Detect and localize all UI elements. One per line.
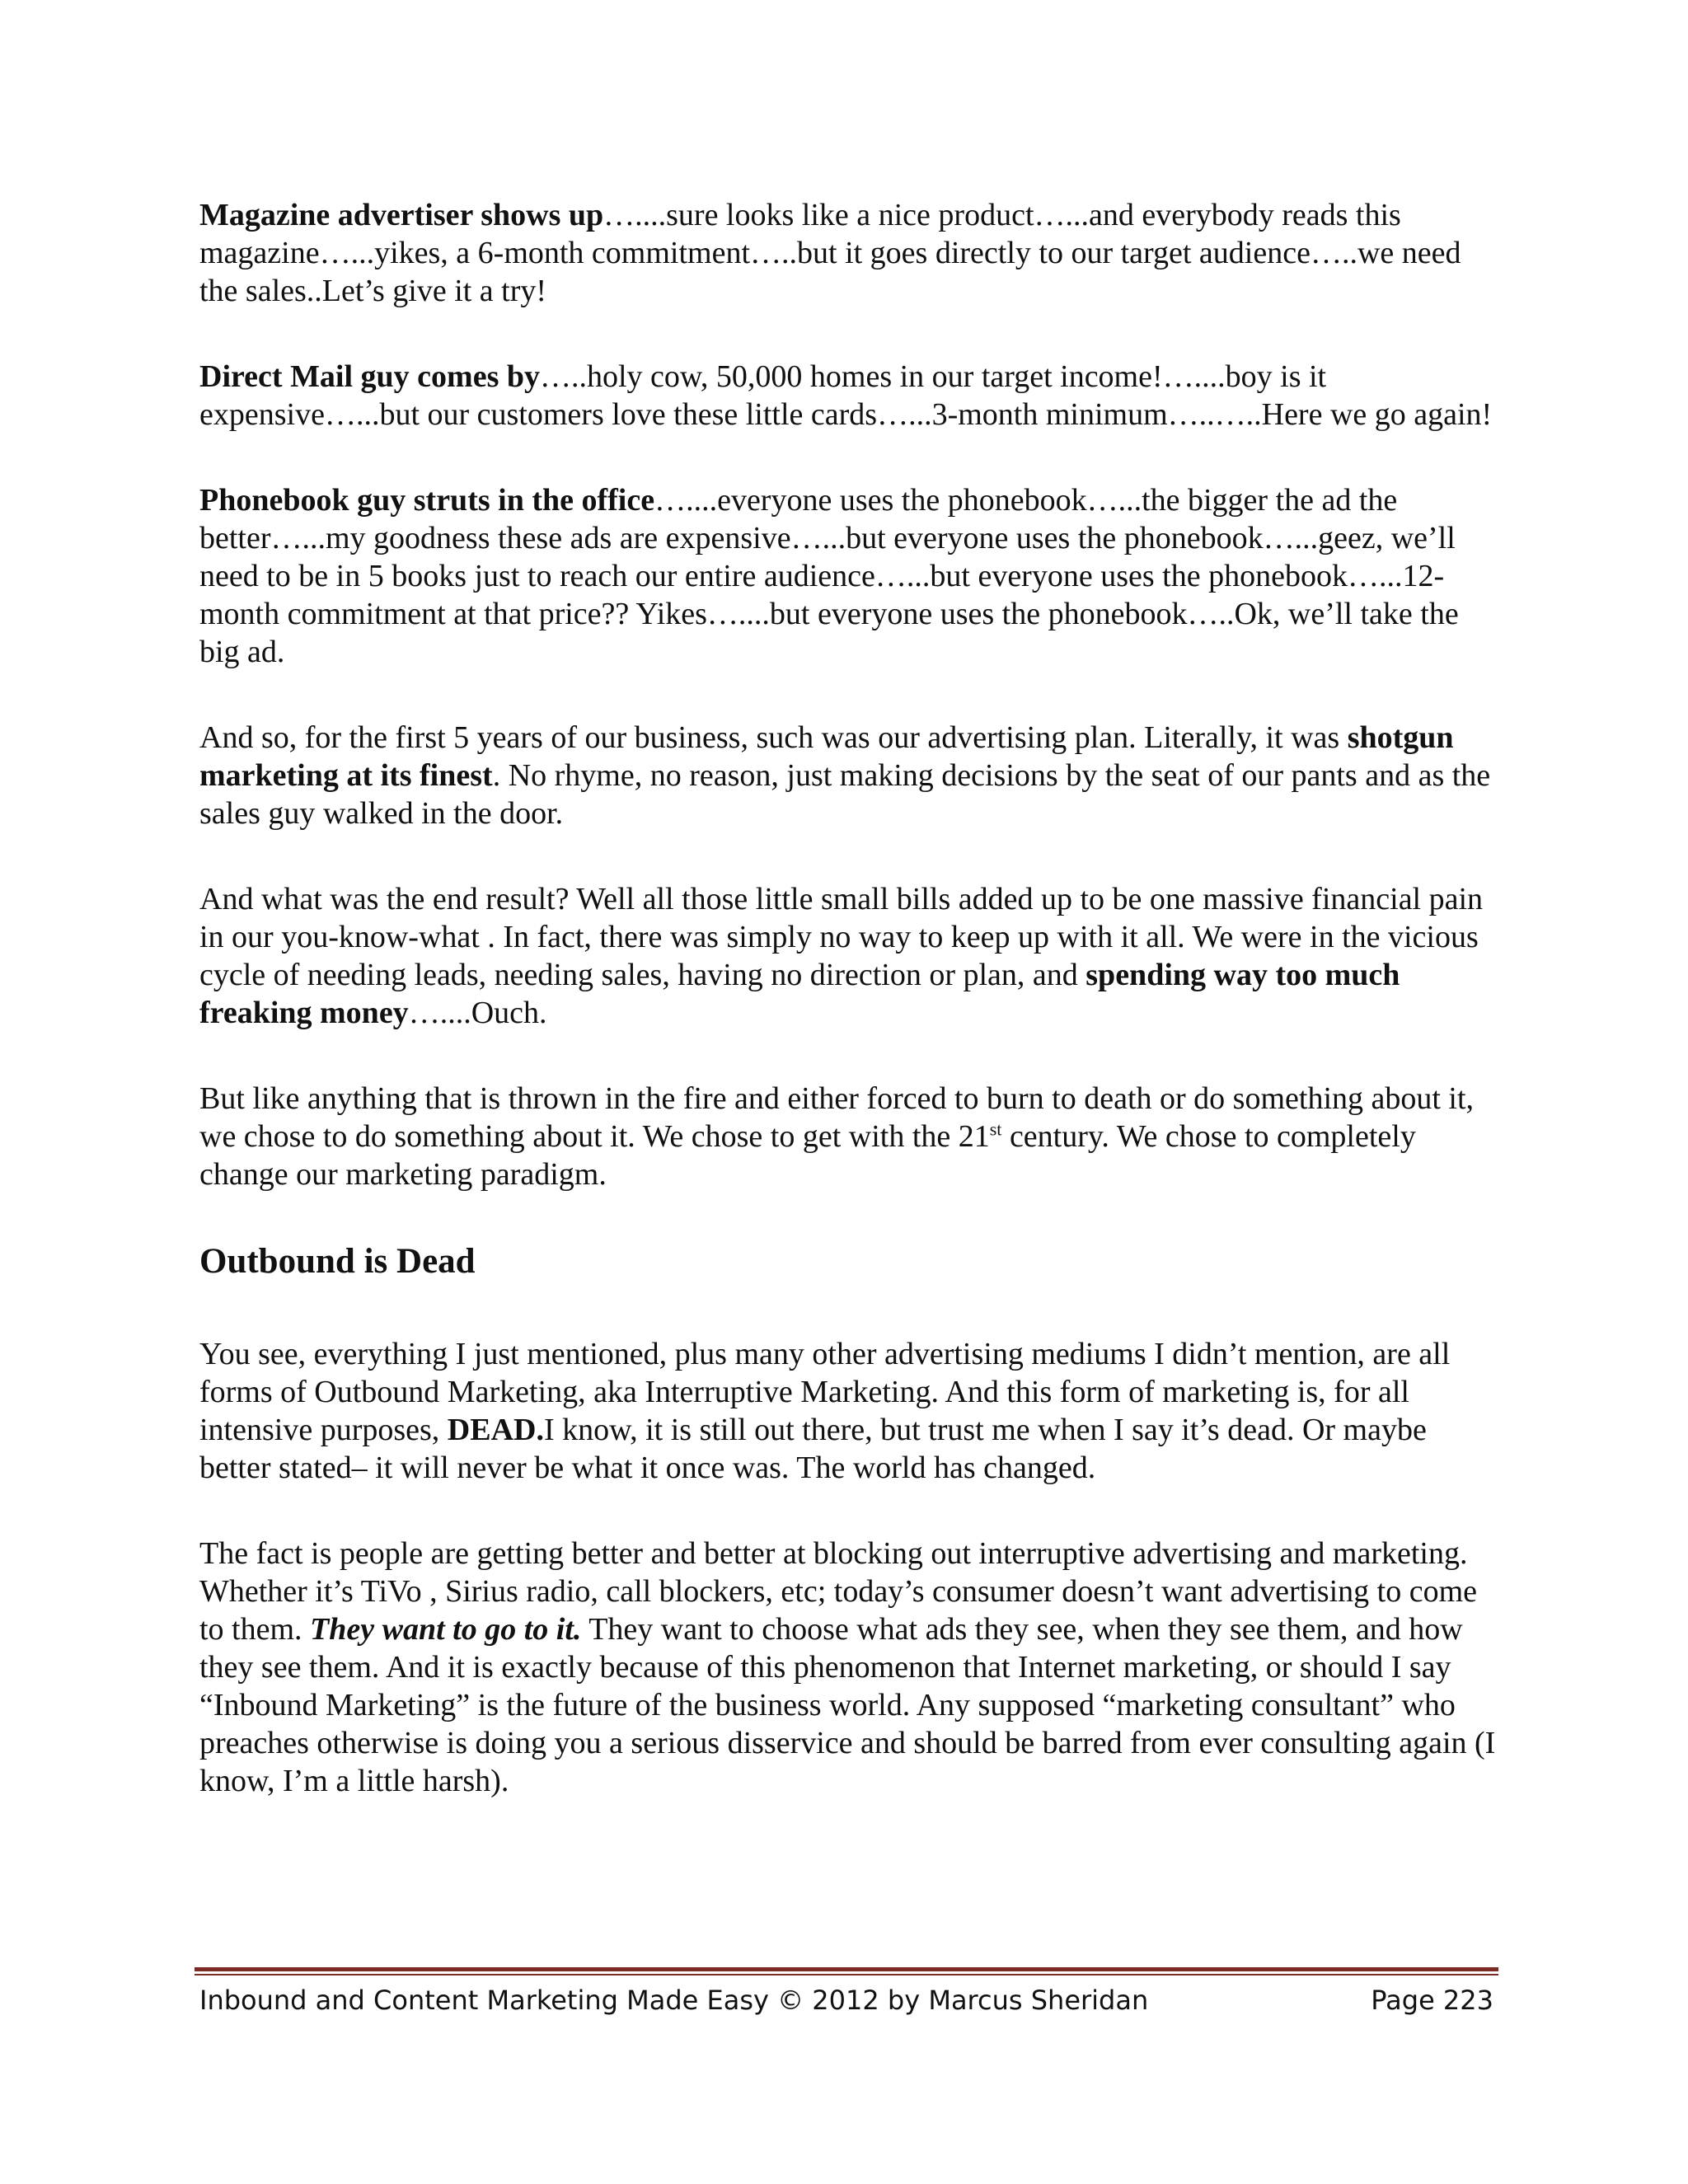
paragraph-bold: shotgun marketing at its finest (199, 720, 1454, 793)
paragraph-text: …....everyone uses the phonebook…...the bigger the ad the better…...my goodness these ads are expensive…...but everyone uses the phonebook…...geez, we’ll need to be in 5 books just to reach our entire audience…...but everyone uses the phonebook…...12-month commitment at that price?? Yikes…....but everyone uses the phonebook…..Ok, we’ll take the big ad. (199, 483, 1459, 669)
page-footer (199, 1985, 1493, 2016)
paragraph-text: They want to choose what ads they see, when they see them, and how they see them. And it is exactly because of this phenomenon that Internet marketing, or should I say “Inbound Marketing” is the future of the business world. Any supposed “marketing consultant” who preaches otherwise is doing you a serious disservice and should be barred from ever consulting again (I know, I’m a little harsh). (199, 1612, 1496, 1798)
paragraph-direct-mail (199, 358, 1500, 434)
paragraph-text: …..holy cow, 50,000 homes in our target income!…....boy is it expensive…...but our customers love these little cards…...3-month minimum…..…..Here we go again! (199, 359, 1493, 432)
paragraph-outbound-dead (199, 1335, 1500, 1487)
footer-copyright: Inbound and Content Marketing Made Easy © 2012 by Marcus Sheridan (199, 1985, 1149, 2016)
paragraph-bold-italic: They want to go to it. (310, 1612, 582, 1647)
section-heading: Outbound is Dead (199, 1242, 476, 1281)
paragraph-paradigm-change (199, 1080, 1500, 1193)
footer-rule (195, 1967, 1498, 1971)
paragraph-lead: Magazine advertiser shows up (199, 198, 604, 232)
paragraph-text: I know, it is still out there, but trust me when I say it’s dead. Or maybe better stated– it will never be what it once was. The world has changed. (199, 1413, 1427, 1485)
paragraph-text: But like anything that is thrown in the fire and either forced to burn to death or do something about it, we chose to do something about it. We chose to get with the 21 (199, 1081, 1475, 1154)
paragraph-lead: Phonebook guy struts in the office (199, 483, 655, 518)
paragraph-end-result (199, 880, 1500, 1032)
paragraph-text: The fact is people are getting better and better at blocking out interruptive advertising and marketing. Whether it’s TiVo , Sirius radio, call blockers, etc; today’s consumer doesn’t want advertising to come to them. (199, 1536, 1478, 1647)
paragraph-bold: spending way too much freaking money (199, 958, 1400, 1030)
paragraph-inbound-future (199, 1535, 1500, 1800)
page-number: Page 223 (1371, 1985, 1493, 2016)
paragraph-shotgun-marketing (199, 719, 1500, 832)
paragraph-text: And so, for the first 5 years of our business, such was our advertising plan. Literally, it was (199, 720, 1348, 755)
superscript: st (989, 1118, 1002, 1140)
paragraph-text: . No rhyme, no reason, just making decisions by the seat of our pants and as the sales guy walked in the door. (199, 758, 1491, 831)
paragraph-bold: DEAD. (447, 1413, 544, 1447)
paragraph-text: …....Ouch. (408, 996, 547, 1030)
paragraph-text: You see, everything I just mentioned, plus many other advertising mediums I didn’t mention, are all forms of Outbound Marketing, aka Interruptive Marketing. And this form of marketing is, for all intensive purposes, (199, 1337, 1451, 1447)
paragraph-text: century. We chose to completely change our marketing paradigm. (199, 1119, 1416, 1192)
paragraph-lead: Direct Mail guy comes by (199, 359, 540, 394)
paragraph-text: And what was the end result? Well all those little small bills added up to be one massive financial pain in our you-know-what . In fact, there was simply no way to keep up with it all. We were in the vicious cycle of needing leads, needing sales, having no direction or plan, and (199, 882, 1484, 992)
footer-rule-thin (195, 1974, 1498, 1975)
paragraph-magazine-advertiser (199, 196, 1500, 310)
paragraph-phonebook (199, 481, 1500, 671)
page-content (199, 196, 1500, 1848)
paragraph-text: …....sure looks like a nice product…...and everybody reads this magazine…...yikes, a 6-month commitment…..but it goes directly to our target audience…..we need the sales..Let’s give it a try! (199, 198, 1461, 308)
